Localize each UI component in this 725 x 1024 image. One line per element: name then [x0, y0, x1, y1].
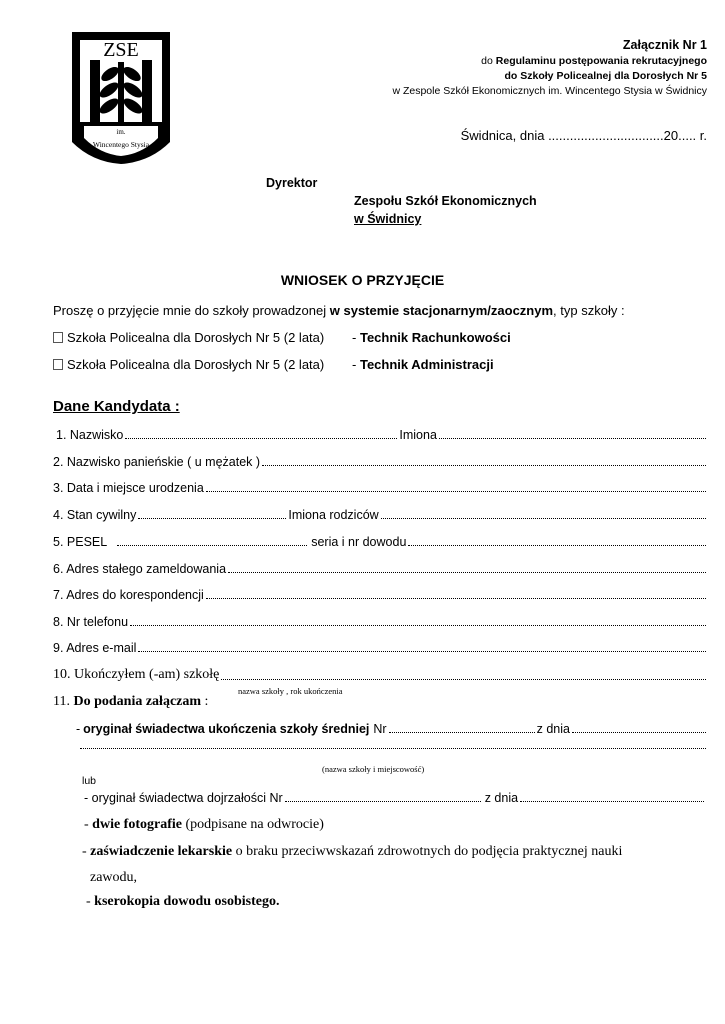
profession-option-1: - Technik Rachunkowości: [352, 330, 511, 345]
or-text: lub: [82, 775, 97, 787]
attachment-matura[interactable]: - oryginał świadectwa dojrzałości Nr z dnia: [84, 791, 706, 805]
recipient-org-line2: w Świdnicy: [354, 212, 422, 226]
school-option-2[interactable]: Szkoła Policealna dla Dorosłych Nr 5 (2 lata): [53, 357, 324, 372]
field-email[interactable]: 9. Adres e-mail: [53, 641, 708, 655]
field-birth[interactable]: 3. Data i miejsce urodzenia: [53, 481, 708, 495]
school-name-line[interactable]: [78, 748, 708, 752]
attachment-photos: - dwie fotografie (podpisane na odwrocie): [84, 817, 324, 832]
field-correspondence-address[interactable]: 7. Adres do korespondencji: [53, 588, 708, 602]
field-pesel[interactable]: 5. PESEL seria i nr dowodu: [53, 535, 708, 549]
recipient-role: Dyrektor: [266, 176, 318, 190]
school-caption: nazwa szkoły , rok ukończenia: [238, 686, 343, 696]
annex-title: Załącznik Nr 1: [622, 38, 707, 52]
request-text: Proszę o przyjęcie mnie do szkoły prowadzonej w systemie stacjonarnym/zaocznym, typ szkoły :: [53, 303, 625, 318]
annex-line1: do Regulaminu postępowania rekrutacyjnego: [481, 55, 707, 67]
attachment-id-copy: - kserokopia dowodu osobistego.: [86, 894, 280, 909]
logo-letters: ZSE: [103, 39, 139, 61]
field-phone[interactable]: 8. Nr telefonu: [53, 615, 708, 629]
annex-line2: do Szkoły Policealnej dla Dorosłych Nr 5: [504, 70, 707, 82]
attachments-heading: 11. Do podania załączam :: [53, 694, 209, 709]
form-title: WNIOSEK O PRZYJĘCIE: [280, 272, 445, 288]
checkbox-icon[interactable]: [53, 332, 63, 343]
field-maiden-name[interactable]: 2. Nazwisko panieńskie ( u mężatek ): [53, 455, 708, 469]
checkbox-icon[interactable]: [53, 359, 63, 370]
field-surname[interactable]: 1. Nazwisko Imiona: [56, 428, 708, 442]
attachment-medical-cont: zawodu,: [90, 870, 138, 885]
field-permanent-address[interactable]: 6. Adres stałego zameldowania: [53, 562, 708, 576]
school-place-caption: (nazwa szkoły i miejscowość): [322, 764, 425, 774]
profession-option-2: - Technik Administracji: [352, 357, 494, 372]
svg-text:im.: im.: [116, 128, 126, 136]
field-school-completed[interactable]: 10. Ukończyłem (-am) szkołę: [53, 667, 708, 683]
date-line: Świdnica, dnia ................................20..... r.: [460, 128, 707, 143]
recipient-org-line1: Zespołu Szkół Ekonomicznych: [354, 194, 537, 208]
attachment-medical: - zaświadczenie lekarskie o braku przeciwwskazań zdrowotnych do podjęcia praktycznej nauki: [82, 844, 623, 859]
annex-line3: w Zespole Szkół Ekonomicznych im. Wincentego Stysia w Świdnicy: [392, 85, 707, 97]
field-marital-status[interactable]: 4. Stan cywilny Imiona rodziców: [53, 508, 708, 522]
attachment-certificate[interactable]: - oryginał świadectwa ukończenia szkoły średniej Nr z dnia: [76, 722, 708, 736]
school-logo: [70, 30, 172, 166]
svg-text:Wincentego Stysia: Wincentego Stysia: [92, 140, 150, 149]
section-heading: Dane Kandydata :: [53, 398, 180, 415]
school-option-1[interactable]: Szkoła Policealna dla Dorosłych Nr 5 (2 lata): [53, 330, 324, 345]
